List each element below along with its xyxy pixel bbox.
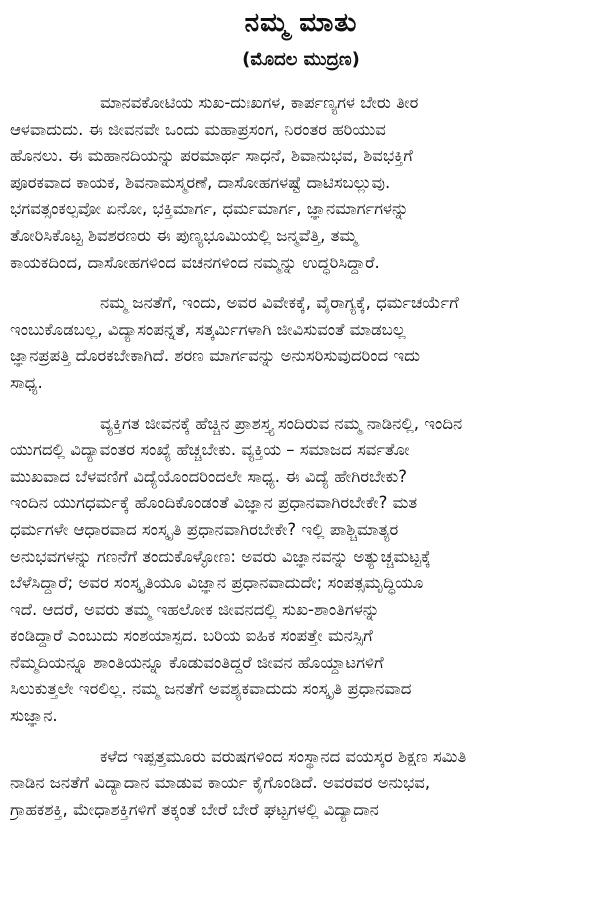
text-line: ಯುಗದಲ್ಲಿ ವಿದ್ಯಾವಂತರ ಸಂಖ್ಯೆ ಹೆಚ್ಚಬೇಕು. ವ್ಯಕ್ತಿಯ – ಸಮಾಜದ ಸರ್ವತೋ: [10, 440, 410, 460]
text-line: ನಾಡಿನ ಜನತೆಗೆ ವಿದ್ಯಾದಾನ ಮಾಡುವ ಕಾರ್ಯ ಕೈಗೊಂಡಿದೆ. ಅವರವರ ಅನುಭವ,: [10, 773, 431, 793]
paragraph-1: [10, 90, 592, 276]
page-subtitle: (ಮೊದಲ ಮುದ್ರಣ): [242, 49, 360, 70]
paragraph-4: [10, 744, 592, 824]
text-line: ಜ್ಞಾನಪ್ರಪತ್ತಿ ದೊರಕಬೇಕಾಗಿದೆ. ಶರಣ ಮಾರ್ಗವನ್ನು ಅನುಸರಿಸುವುದರಿಂದ ಇದು: [10, 346, 421, 366]
page-title: ನಮ್ಮ ಮಾತು: [244, 8, 358, 38]
text-line: ಇಂಬುಕೊಡಬಲ್ಲ, ವಿದ್ಯಾಸಂಪನ್ನತೆ, ಸತ್ಕರ್ಮಿಗಳಾಗಿ ಜೀವಿಸುವಂತೆ ಮಾಡಬಲ್ಲ: [10, 319, 406, 339]
text-line: ಮಾನವಕೋಟಿಯ ಸುಖ-ದುಃಖಗಳ, ಕಾರ್ಪಣ್ಯಗಳ ಬೇರು ತೀರ: [100, 93, 419, 112]
text-line: ಕಳೆದ ಇಪ್ಪತ್ತಮೂರು ವರುಷಗಳಿಂದ ಸಂಸ್ಥಾನದ ವಯಸ್ಕರ ಶಿಕ್ಷಣ ಸಮಿತಿ: [100, 746, 467, 766]
text-line: ಬೆಳೆಸಿದ್ದಾರೆ; ಅವರ ಸಂಸ್ಕೃತಿಯೂ ವಿಜ್ಞಾನ ಪ್ರಧಾನವಾದುದೇ; ಸಂಪತ್ಸಮೃದ್ಧಿಯೂ: [10, 573, 424, 593]
text-line: ಭಗವತ್ಸಂಕಲ್ಪವೋ ಏನೋ, ಭಕ್ತಿಮಾರ್ಗ, ಧರ್ಮಮಾರ್ಗ, ಜ್ಞಾನಮಾರ್ಗಗಳನ್ನು: [10, 199, 409, 219]
paragraph-2: [10, 290, 592, 396]
text-line: ಇಂದಿನ ಯುಗಧರ್ಮಕ್ಕೆ ಹೊಂದಿಕೊಂಡಂತೆ ವಿಜ್ಞಾನ ಪ್ರಧಾನವಾಗಿರಬೇಕೇ? ಮತ: [10, 493, 418, 513]
text-line: ಆಳವಾದುದು. ಈ ಜೀವನವೇ ಒಂದು ಮಹಾಪ್ರಸಂಗ, ನಿರಂತರ ಹರಿಯುವ: [10, 119, 386, 139]
text-line: ಅನುಭವಗಳನ್ನು ಗಣನೆಗೆ ತಂದುಕೊಳ್ಳೋಣ: ಅವರು ವಿಜ್ಞಾನವನ್ನು ಅತ್ಯುಚ್ಚಮಟ್ಟಕ್ಕೆ: [10, 546, 431, 566]
text-line: ಕಂಡಿದ್ದಾರೆ ಎಂಬುದು ಸಂಶಯಾಸ್ಪದ. ಬರಿಯ ಐಹಿಕ ಸಂಪತ್ತೇ ಮನಸ್ಸಿಗೆ: [10, 626, 373, 646]
text-line: ಧರ್ಮಗಳೇ ಆಧಾರವಾದ ಸಂಸ್ಕೃತಿ ಪ್ರಧಾನವಾಗಿರಬೇಕೇ? ಇಲ್ಲಿ ಪಾಶ್ಚಿಮಾತ್ಯರ: [10, 519, 399, 539]
text-line: ಸುಜ್ಞಾನ.: [10, 706, 58, 726]
text-line: ನಮ್ಮ ಜನತೆಗೆ, ಇಂದು, ಅವರ ವಿವೇಕಕ್ಕೆ, ವೈರಾಗ್ಯಕ್ಕೆ, ಧರ್ಮಚರ್ಯೆಗೆ: [100, 293, 459, 313]
text-line: ನೆಮ್ಮದಿಯನ್ನೂ ಶಾಂತಿಯನ್ನೂ ಕೊಡುವಂತಿದ್ದರೆ ಜೀವನ ಹೊಯ್ದಾಟಗಳಿಗೆ: [10, 652, 384, 672]
text-line: ತೋರಿಸಿಕೊಟ್ಟ ಶಿವಶರಣರು ಈ ಪುಣ್ಯಭೂಮಿಯಲ್ಲಿ ಜನ್ಮವೆತ್ತಿ, ತಮ್ಮ: [10, 225, 358, 245]
text-line: ಕಾಯಕದಿಂದ, ದಾಸೋಹಗಳಿಂದ ವಚನಗಳಿಂದ ನಮ್ಮನ್ನು ಉದ್ಧರಿಸಿದ್ದಾರೆ.: [10, 252, 380, 272]
text-line: ಗ್ರಾಹಕಶಕ್ತಿ, ಮೇಧಾಶಕ್ತಿಗಳಿಗೆ ತಕ್ಕಂತೆ ಬೇರೆ ಬೇರೆ ಘಟ್ಟಗಳಲ್ಲಿ ವಿದ್ಯಾದಾನ: [10, 799, 379, 819]
text-line: ಇದೆ. ಆದರೆ, ಅವರು ತಮ್ಮ ಇಹಲೋಕ ಜೀವನದಲ್ಲಿ ಸುಖ-ಶಾಂತಿಗಳನ್ನು: [10, 599, 380, 619]
text-line: ಮುಖವಾದ ಬೆಳವಣಿಗೆ ವಿದ್ಯೆಯೊಂದರಿಂದಲೇ ಸಾಧ್ಯ. ಈ ವಿದ್ಯೆ ಹೇಗಿರಬೇಕು?: [10, 466, 408, 486]
text-line: ಪೂರಕವಾದ ಕಾಯಕ, ಶಿವನಾಮಸ್ಮರಣೆ, ದಾಸೋಹಗಳಷ್ಟೆ ದಾಟಿಸಬಲ್ಲುವು.: [10, 172, 391, 192]
text-line: ಸಾಧ್ಯ.: [10, 372, 43, 392]
text-line: ವ್ಯಕ್ತಿಗತ ಜೀವನಕ್ಕೆ ಹೆಚ್ಚಿನ ಪ್ರಾಶಸ್ತ್ಯ ಸಂದಿರುವ ನಮ್ಮ ನಾಡಿನಲ್ಲಿ, ಇಂದಿನ: [100, 413, 463, 433]
paragraph-3: [10, 411, 592, 730]
text-line: ಹೊನಲು. ಈ ಮಹಾನದಿಯನ್ನು ಪರಮಾರ್ಥ ಸಾಧನೆ, ಶಿವಾನುಭವ, ಶಿವಭಕ್ತಿಗೆ: [10, 146, 413, 166]
text-line: ಸಿಲುಕುತ್ತಲೇ ಇರಲಿಲ್ಲ. ನಮ್ಮ ಜನತೆಗೆ ಅವಶ್ಯಕವಾದುದು ಸಂಸ್ಕೃತಿ ಪ್ರಧಾನವಾದ: [10, 679, 412, 699]
